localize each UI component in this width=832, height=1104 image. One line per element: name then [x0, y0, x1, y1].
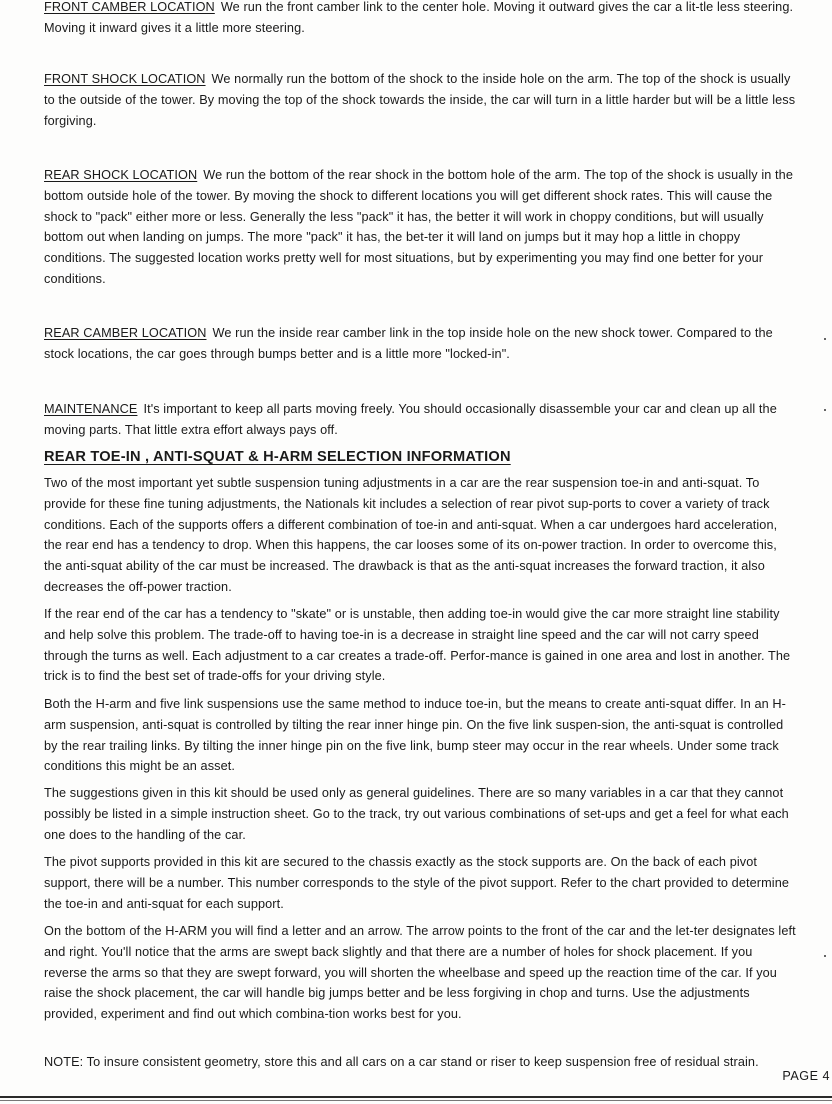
body-paragraph-1: Two of the most important yet subtle suspension tuning adjustments in a car are the rear suspension toe-in and anti-squat. To provide for these fine tuning adjustments, the Nationals kit includes a selection of rear pivot sup-ports to cover a variety of track conditions. Each of the supports offers a different combination of toe-in and anti-squat. When a car undergoes hard acceleration, the rear end has a tendency to drop. When this happens, the car looses some of its on-power traction. In order to overcome this, the anti-squat ability of the car must be increased. The drawback is that as the anti-squat increases the forward traction, it also decreases the off-power traction.: [44, 476, 778, 594]
rear-shock-paragraph: [44, 165, 796, 290]
note-paragraph: NOTE: To insure consistent geometry, store this and all cars on a car stand or riser to keep suspension free of residual strain.: [44, 1055, 759, 1069]
scan-speck: [824, 409, 826, 411]
front-camber-paragraph: [44, 0, 796, 39]
maintenance-paragraph: [44, 399, 796, 441]
front-camber-text: We run the front camber link to the center hole. Moving it outward gives the car a lit-tle less steering. Moving it inward gives it a little more steering.: [44, 0, 794, 35]
page-bottom-rule-secondary: [0, 1100, 832, 1101]
front-camber-label: FRONT CAMBER LOCATION: [44, 0, 215, 14]
maintenance-label: MAINTENANCE: [44, 402, 138, 416]
page-bottom-rule: [0, 1096, 832, 1098]
front-shock-paragraph: [44, 69, 796, 131]
scan-speck: [824, 955, 826, 957]
rear-camber-paragraph: [44, 323, 796, 365]
maintenance-text: It's important to keep all parts moving freely. You should occasionally disassemble your car and clean up all the moving parts. That little extra effort always pays off.: [44, 402, 777, 437]
rear-camber-text: We run the inside rear camber link in the top inside hole on the new shock tower. Compared to the stock locations, the car goes through bumps better and is a little more "locked-in".: [44, 326, 773, 361]
section-heading: REAR TOE-IN , ANTI-SQUAT & H-ARM SELECTION INFORMATION: [44, 449, 511, 465]
rear-shock-label: REAR SHOCK LOCATION: [44, 168, 198, 182]
body-paragraph-2: If the rear end of the car has a tendency to "skate" or is unstable, then adding toe-in would give the car more straight line stability and help solve this problem. The trade-off to having toe-in is a decrease in straight line speed and the car will not carry speed through the turns as well. Each adjustment to a car creates a trade-off. Perfor-mance is gained in one area and lost in another. The trick is to find the best set of trade-offs for your driving style.: [44, 607, 791, 684]
rear-camber-label: REAR CAMBER LOCATION: [44, 326, 207, 340]
front-shock-label: FRONT SHOCK LOCATION: [44, 72, 206, 86]
front-shock-text: We normally run the bottom of the shock to the inside hole on the arm. The top of the shock is usually to the outside of the tower. By moving the top of the shock towards the inside, the car will turn in a little harder but will be a little less forgiving.: [44, 72, 796, 128]
body-paragraph-5: The pivot supports provided in this kit are secured to the chassis exactly as the stock supports are. On the back of each pivot support, there will be a number. This number corresponds to the style of the pivot support. Refer to the chart provided to determine the toe-in and anti-squat for each support.: [44, 855, 790, 911]
body-paragraph-6: On the bottom of the H-ARM you will find a letter and an arrow. The arrow points to the front of the car and the let-ter designates left and right. You'll notice that the arms are swept back slightly and that there are a number of holes for shock placement. If you reverse the arms so that they are swept forward, you will shorten the wheelbase and speed up the reaction time of the car. If you raise the shock placement, the car will handle big jumps better and be less forgiving in chop and turns. Use the adjustments provided, experiment and find out which combina-tion works best for you.: [44, 924, 796, 1022]
rear-shock-text: We run the bottom of the rear shock in the bottom hole of the arm. The top of the shock is usually in the bottom outside hole of the tower. By moving the shock to different locations you will get different shock rates. This will cause the shock to "pack" either more or less. Generally the less "pack" it has, the better it will work in choppy conditions, but will usually bottom out when landing on jumps. The more "pack" it has, the bet-ter it will land on jumps but it may hop a little in choppy conditions. The suggested location works pretty well for most situations, but by experimenting you may find one better for your conditions.: [44, 168, 793, 286]
body-paragraph-4: The suggestions given in this kit should be used only as general guidelines. There are so many variables in a car that they cannot possibly be listed in a simple instruction sheet. Go to the track, try out various combinations of set-ups and get a feel for what each one does to the handling of the car.: [44, 786, 789, 842]
scan-speck: [824, 338, 826, 340]
body-paragraph-3: Both the H-arm and five link suspensions use the same method to induce toe-in, but the means to create anti-squat differ. In an H-arm suspension, anti-squat is controlled by tilting the rear inner hinge pin. On the five link suspen-sion, the anti-squat is controlled by the rear trailing links. By tilting the inner hinge pin on the five link, bump steer may occur in the rear wheels. Under some track conditions this might be an asset.: [44, 697, 786, 774]
page-number: PAGE 4: [782, 1069, 830, 1083]
